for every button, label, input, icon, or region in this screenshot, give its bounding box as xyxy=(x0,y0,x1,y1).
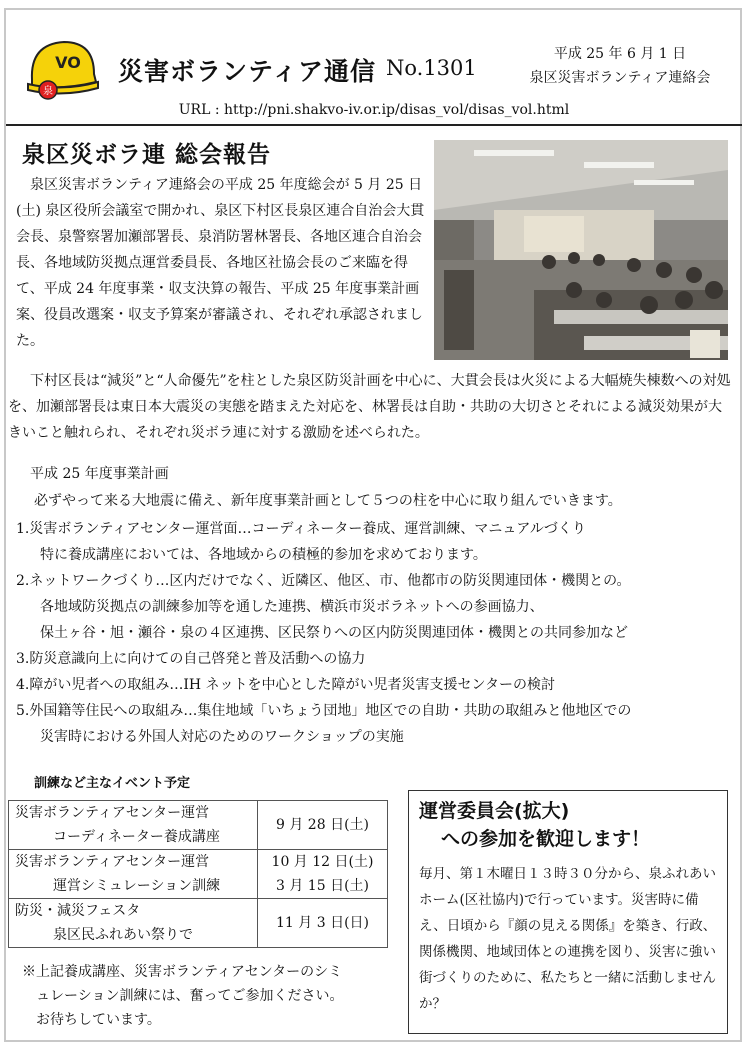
newsletter-title: 災害ボランティア通信 xyxy=(118,57,377,86)
event-date: 9 月 28 日(土) xyxy=(276,817,369,833)
event-name-line2: 運営シミュレーション訓練 xyxy=(53,878,221,894)
table-row xyxy=(9,801,388,850)
events-note-line: お待ちしています。 xyxy=(36,1012,161,1028)
intro-paragraph: 泉区災害ボランティア連絡会の平成 25 年度総会が 5 月 25 日(土) 泉区役所会議室で開かれ、泉区下村区長泉区連合自治会大貫会長、泉警察署加瀬部署長、泉消防署林署長、各地区連合自治会長、各地域防災拠点運営委員長、各地区社協会長のご来臨を得て、平成 24 年度事業・収支決算の報告、平成 25 年度事業計画案、役員改選案・収支予算案が審議され、それぞれ承認されました。 xyxy=(16,177,425,349)
event-name-line1: 災害ボランティアセンター運営 xyxy=(15,854,210,870)
issue-number: No.1301 xyxy=(386,56,477,80)
event-name-cell xyxy=(9,850,258,899)
dateline xyxy=(510,42,730,90)
events-table xyxy=(8,800,388,948)
plan-item xyxy=(16,516,736,568)
event-name-cell xyxy=(9,899,258,948)
plan-item-line: 5.外国籍等住民への取組み…集住地域「いちょう団地」地区での自助・共助の取組みと他地区での xyxy=(16,703,632,719)
plan-intro: 必ずやって来る大地震に備え、新年度事業計画として５つの柱を中心に取り組んでいきます。 xyxy=(34,493,622,509)
events-note-line: ※上記養成講座、災害ボランティアセンターのシミ xyxy=(22,964,343,980)
events-note xyxy=(22,960,394,1032)
event-name-line1: 防災・減災フェスタ xyxy=(15,903,141,919)
event-date: 10 月 12 日(土) xyxy=(271,854,374,870)
event-date-cell xyxy=(258,899,388,948)
committee-body: 毎月、第１木曜日１３時３０分から、泉ふれあいホーム(区社協内)で行っています。災害時に備え、日頃から『顔の見える関係』を築き、行政、関係機関、地域団体との連携を図り、災害に強い街づくりのために、私たちと一緒に活動しませんか？ xyxy=(419,866,717,1012)
committee-title xyxy=(409,797,727,853)
event-date: 3 月 15 日(土) xyxy=(276,878,369,894)
committee-box xyxy=(408,790,728,1034)
meeting-photo xyxy=(434,140,728,360)
plan-item xyxy=(16,698,736,750)
plan-item xyxy=(16,672,736,698)
table-row xyxy=(9,899,388,948)
svg-text:泉: 泉 xyxy=(43,86,53,97)
publisher: 泉区災害ボランティア連絡会 xyxy=(529,70,711,86)
plan-item-line: 災害時における外国人対応のためのワークショップの実施 xyxy=(40,729,404,745)
svg-text:VO: VO xyxy=(55,53,81,72)
helmet-logo-icon xyxy=(24,34,100,104)
website-url[interactable]: URL : http://pni.shakvo-iv.or.ip/disas_vol/disas_vol.html xyxy=(178,102,570,118)
article-headline: 泉区災ボラ連 総会報告 xyxy=(22,142,272,168)
event-name-line2: コーディネーター養成講座 xyxy=(53,829,220,845)
plan-item-line: 保土ヶ谷・旭・瀬谷・泉の４区連携、区民祭りへの区内防災関連団体・機関との共同参加など xyxy=(40,625,628,641)
event-date: 11 月 3 日(日) xyxy=(276,915,369,931)
plan-heading: 平成 25 年度事業計画 xyxy=(30,466,169,482)
body-paragraph: 下村区長は“減災”と“人命優先”を柱とした泉区防災計画を中心に、大貫会長は火災による大幅焼失棟数への対処を、加瀬部署長は東日本大震災の実態を踏まえた対応を、林署長は自助・共助の大切さとそれによる減災効果が大きいこと触れられ、それぞれ災ボラ連に対する激励を述べられた。 xyxy=(8,373,731,441)
plan-item-line: 特に養成講座においては、各地域からの積極的参加を求めております。 xyxy=(40,547,487,563)
plan-item xyxy=(16,568,736,646)
plan-item-line: 2.ネットワークづくり…区内だけでなく、近隣区、他区、市、他都市の防災関連団体・機関との。 xyxy=(16,573,631,589)
plan-item xyxy=(16,646,736,672)
masthead xyxy=(6,14,742,126)
event-name-line1: 災害ボランティアセンター運営 xyxy=(15,805,210,821)
committee-title-line2: への参加を歓迎します！ xyxy=(441,828,651,850)
plan-item-line: 4.障がい児者への取組み…IH ネットを中心とした障がい児者災害支援センターの検討 xyxy=(16,677,555,693)
event-name-line2: 泉区民ふれあい祭りで xyxy=(53,927,193,943)
committee-title-line1: 運営委員会(拡大) xyxy=(419,800,570,822)
event-date-cell xyxy=(258,850,388,899)
plan-item-line: 3.防災意識向上に向けての自己啓発と普及活動への協力 xyxy=(16,651,366,667)
table-row xyxy=(9,850,388,899)
events-heading: 訓練など主なイベント予定 xyxy=(34,776,191,791)
plan-item-line: 各地域防災拠点の訓練参加等を通した連携、横浜市災ボラネットへの参画協力、 xyxy=(40,599,544,615)
events-note-line: ュレーション訓練には、奮ってご参加ください。 xyxy=(36,988,344,1004)
plan-list xyxy=(16,516,736,750)
issue-date: 平成 25 年 6 月 1 日 xyxy=(553,46,687,62)
event-date-cell xyxy=(258,801,388,850)
event-name-cell xyxy=(9,801,258,850)
plan-item-line: 1.災害ボランティアセンター運営面…コーディネーター養成、運営訓練、マニュアルづくり xyxy=(16,521,586,537)
